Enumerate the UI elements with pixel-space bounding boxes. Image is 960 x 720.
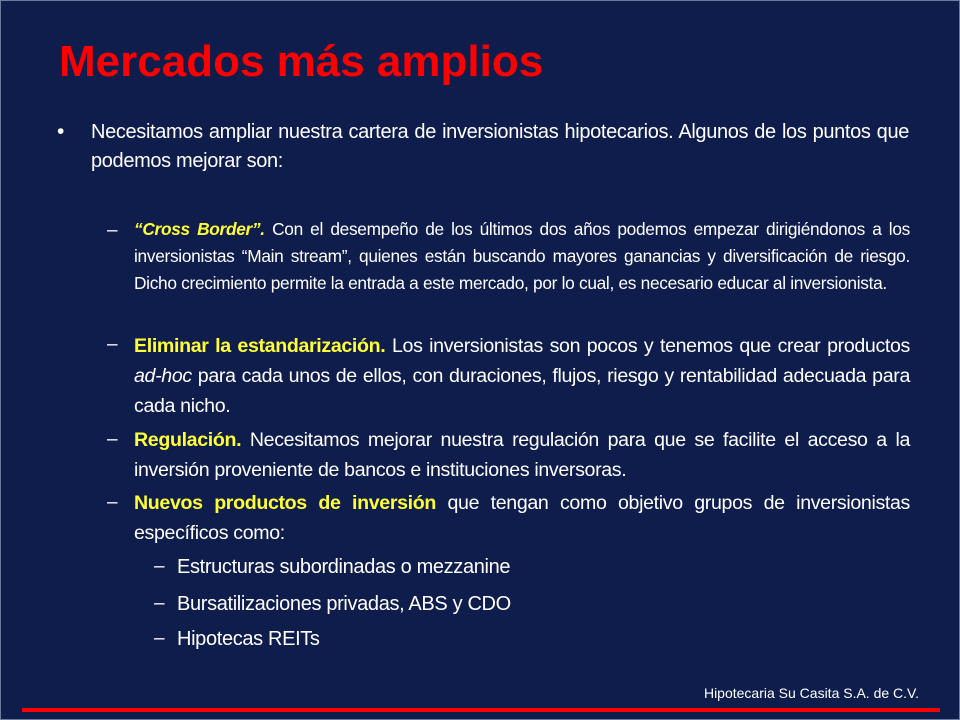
item-text: que tengan como objetivo grupos de inversionistas específicos como:	[134, 492, 910, 544]
dash-symbol: –	[107, 492, 118, 513]
item-highlight: Regulación.	[134, 429, 242, 451]
item-emphasis: ad-hoc	[134, 365, 192, 387]
bullet-text: Necesitamos ampliar nuestra cartera de inversionistas hipotecarios. Algunos de los puntos que podemos mejorar son:	[91, 121, 909, 172]
slide-title: Mercados más amplios	[59, 37, 544, 86]
footer-divider	[22, 708, 940, 712]
sub-list-item: Estructuras subordinadas o mezzanine	[177, 556, 511, 578]
dash-symbol: –	[154, 628, 165, 649]
dash-symbol: –	[107, 429, 118, 450]
item-text: Con el desempeño de los últimos dos años podemos empezar dirigiéndonos a los inversionistas “Main stream”, quienes están buscando mayores ganancias y diversificación de riesgo. Dicho crecimiento permite la entrada a este mercado, por lo cual, es necesario educar al inversionista.	[134, 219, 910, 293]
dash-symbol: –	[107, 334, 118, 355]
dash-symbol: –	[154, 593, 165, 614]
bullet-symbol: •	[57, 120, 65, 143]
footer-company: Hipotecaria Su Casita S.A. de C.V.	[703, 685, 919, 701]
sub-list-item: Hipotecas REITs	[177, 628, 320, 650]
item-text: Los inversionistas son pocos y tenemos que crear productos	[385, 335, 911, 357]
list-item-nuevos-productos	[134, 488, 910, 548]
item-highlight: Nuevos productos de inversión	[134, 492, 436, 514]
item-text: para cada unos de ellos, con duraciones, flujos, riesgo y rentabilidad adecuada para cada nicho.	[134, 365, 910, 417]
item-text: Necesitamos mejorar nuestra regulación para que se facilite el acceso a la inversión proveniente de bancos e instituciones inversoras.	[134, 429, 910, 481]
list-item-regulacion	[134, 425, 910, 485]
item-highlight: “Cross Border”.	[134, 219, 265, 239]
dash-symbol: –	[154, 556, 165, 577]
dash-symbol: –	[107, 220, 118, 241]
item-highlight: Eliminar la estandarización.	[134, 335, 386, 357]
sub-list-item: Bursatilizaciones privadas, ABS y CDO	[177, 593, 511, 615]
list-item-cross-border	[134, 216, 910, 297]
list-item-estandarizacion	[134, 331, 910, 421]
